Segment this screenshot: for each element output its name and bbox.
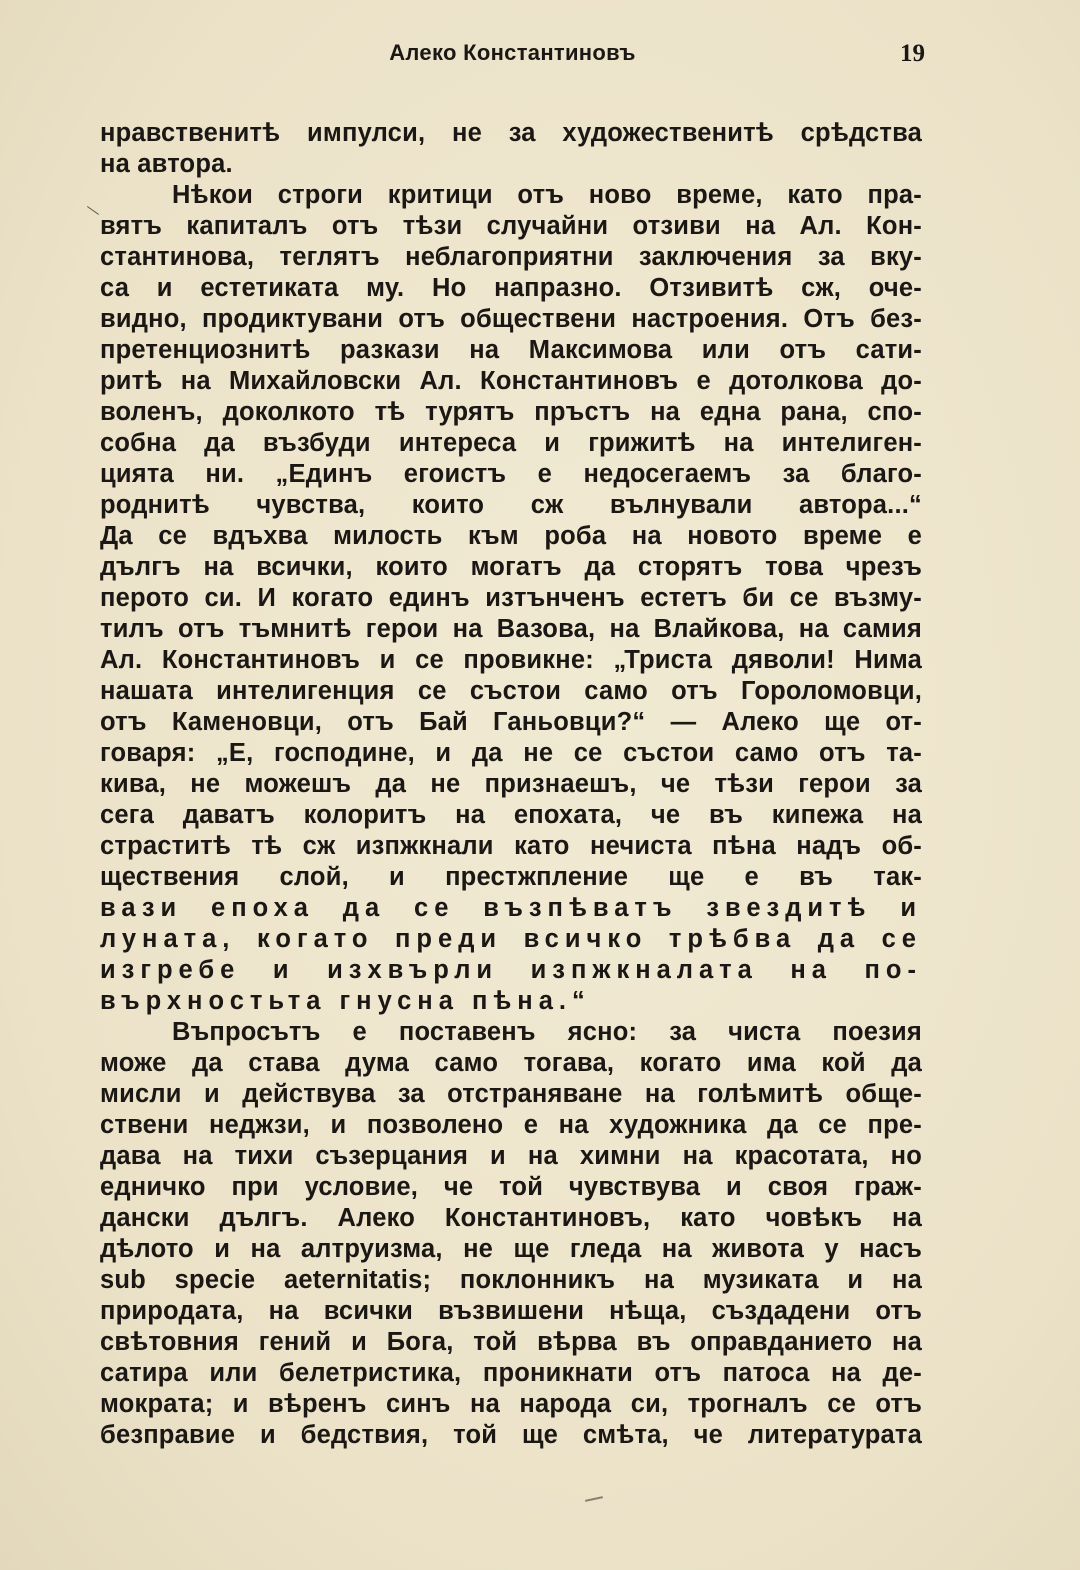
text-line: собна да възбуди интереса и грижитѣ на интелиген- <box>100 429 922 457</box>
text-line: Въпросътъ е поставенъ ясно: за чиста поезия <box>172 1018 922 1046</box>
text-line: sub specie aeternitatis; поклонникъ на музиката и на <box>100 1266 922 1294</box>
text-line: ствени неджзи, и позволено е на художника да се пре- <box>100 1111 922 1139</box>
text-line: претенциознитѣ разкази на Максимова или отъ сати- <box>100 336 922 364</box>
text-line: дѣлото и на алтруизма, не ще гледа на живота у насъ <box>100 1235 922 1263</box>
text-line: роднитѣ чувства, които сж вълнували автора...“ <box>100 491 922 519</box>
text-line: вятъ капиталъ отъ тѣзи случайни отзиви на Ал. Кон- <box>100 212 922 240</box>
text-line: нашата интелигенция се състои само отъ Гороломовци, <box>100 677 922 705</box>
text-line: ществения слой, и престжпление ще е въ так- <box>100 863 922 891</box>
text-line: сега даватъ колоритъ на епохата, че въ кипежа на <box>100 801 922 829</box>
text-line: природата, на всички възвишени нѣща, създадени отъ <box>100 1297 922 1325</box>
page-header <box>100 40 925 74</box>
text-line: сатира или белетристика, проникнати отъ патоса на де- <box>100 1359 922 1387</box>
text-line: отъ Каменовци, отъ Бай Ганьовци?“ — Алеко ще от- <box>100 708 922 736</box>
text-line: вази епоха да се възпѣватъ звездитѣ и <box>100 894 922 922</box>
text-line: са и естетиката му. Но напразно. Отзивитѣ сж, оче- <box>100 274 922 302</box>
text-line: на автора. <box>100 150 233 178</box>
text-line: нравственитѣ импулси, не за художественитѣ срѣдства <box>100 119 922 147</box>
text-line: воленъ, доколкото тѣ турятъ пръстъ на една рана, спо- <box>100 398 922 426</box>
text-line: дава на тихи съзерцания и на химни на красотата, но <box>100 1142 922 1170</box>
footer-mark <box>585 1496 603 1502</box>
text-line: може да става дума само тогава, когато има кой да <box>100 1049 922 1077</box>
text-line: изгребе и изхвърли изпжкналата на по- <box>100 956 922 984</box>
page-number: 19 <box>900 40 925 67</box>
text-line: дългъ на всички, които могатъ да сторятъ това чрезъ <box>100 553 922 581</box>
text-line: свѣтовния гений и Бога, той вѣрва въ оправданието на <box>100 1328 922 1356</box>
text-line: мисли и действува за отстраняване на голѣмитѣ обще- <box>100 1080 922 1108</box>
text-line: върхностьта гнусна пѣна.“ <box>100 987 591 1015</box>
text-line: безправие и бедствия, той ще смѣта, че литературата <box>100 1421 922 1449</box>
text-line: видно, продиктувани отъ обществени настроения. Отъ без- <box>100 305 922 333</box>
text-line: говаря: „Е, господине, и да не се състои само отъ та- <box>100 739 922 767</box>
text-line: дански дългъ. Алеко Константиновъ, като човѣкъ на <box>100 1204 922 1232</box>
text-line: тилъ отъ тъмнитѣ герои на Вазова, на Влайкова, на самия <box>100 615 922 643</box>
text-line: кива, не можешъ да не признаешъ, че тѣзи герои за <box>100 770 922 798</box>
text-line: Ал. Константиновъ и се провикне: „Триста дяволи! Нима <box>100 646 922 674</box>
text-line: ритѣ на Михайловски Ал. Константиновъ е дотолкова до- <box>100 367 922 395</box>
running-title: Алеко Константиновъ <box>389 40 636 65</box>
text-line: Нѣкои строги критици отъ ново време, като пра- <box>172 181 922 209</box>
text-line: перото си. И когато единъ изтънченъ естетъ би се възму- <box>100 584 922 612</box>
text-line: Да се вдъхва милость към роба на новото време е <box>100 522 922 550</box>
text-line: едничко при условие, че той чувствува и своя граж- <box>100 1173 922 1201</box>
text-line: стантинова, теглятъ неблагоприятни заключения за вку- <box>100 243 922 271</box>
margin-mark <box>87 206 99 215</box>
text-line: мократа; и вѣренъ синъ на народа си, трогналъ се отъ <box>100 1390 922 1418</box>
body-text <box>100 118 922 1451</box>
text-line: страститѣ тѣ сж изпжкнали като нечиста пѣна надъ об- <box>100 832 922 860</box>
text-line: луната, когато преди всичко трѣбва да се <box>100 925 922 953</box>
text-line: цията ни. „Единъ егоистъ е недосегаемъ за благо- <box>100 460 922 488</box>
